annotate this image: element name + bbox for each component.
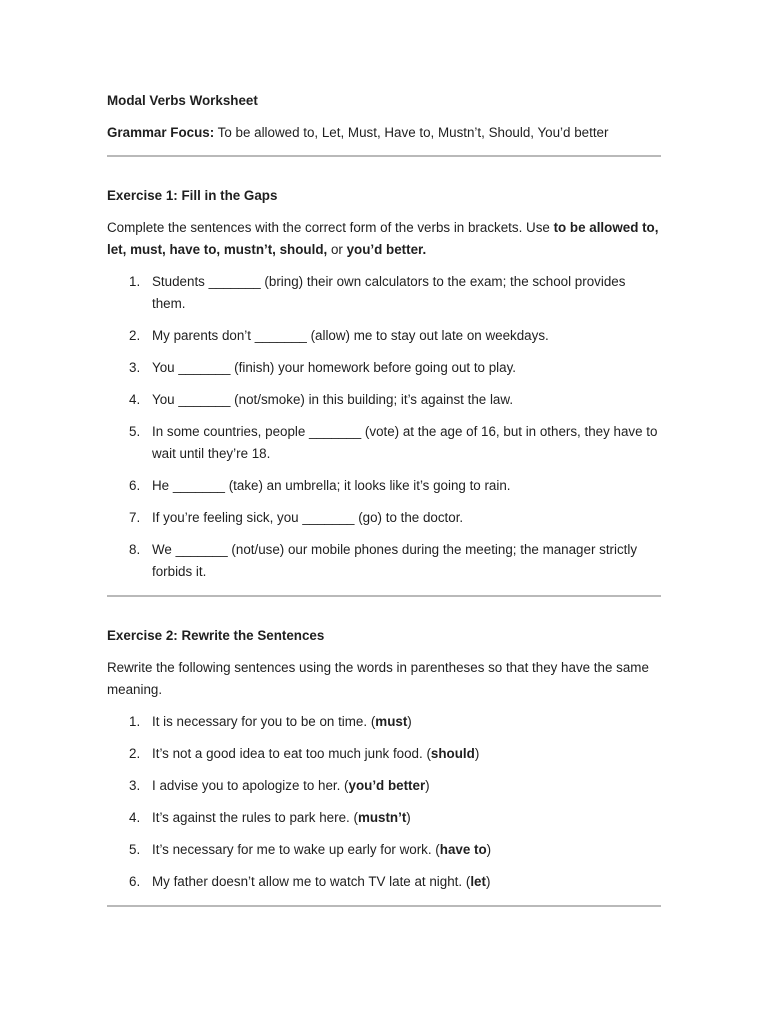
item-number: 7. — [129, 510, 141, 525]
item-text: In some countries, people _______ (vote) at the age of 16, but in others, they have to wait until they’re 18. — [152, 424, 658, 461]
item-text: It’s not a good idea to eat too much junk food. ( — [152, 746, 431, 761]
exercise2-item — [107, 743, 661, 765]
item-number: 5. — [129, 424, 141, 439]
item-close: ) — [407, 714, 412, 729]
exercise1-item — [107, 357, 661, 379]
item-close: ) — [486, 842, 492, 857]
exercise1-item — [107, 325, 661, 347]
item-text: It’s necessary for me to wake up early for work. ( — [152, 842, 440, 857]
exercise1-title: Exercise 1: Fill in the Gaps — [107, 188, 278, 203]
grammar-focus-text: To be allowed to, Let, Must, Have to, Mustn’t, Should, You’d better — [214, 125, 609, 140]
item-number: 3. — [129, 360, 141, 375]
item-number: 6. — [129, 478, 141, 493]
grammar-focus — [107, 124, 661, 142]
item-text: He _______ (take) an umbrella; it looks like it’s going to rain. — [152, 478, 511, 493]
worksheet-content — [107, 92, 661, 907]
item-keyword: mustn’t — [357, 810, 407, 825]
item-close: ) — [474, 746, 480, 761]
exercise1-item — [107, 271, 661, 315]
exercise1-instruction — [107, 217, 661, 261]
item-text: You _______ (finish) your homework before going out to play. — [152, 360, 517, 375]
exercise2-title: Exercise 2: Rewrite the Sentences — [107, 628, 325, 643]
section-divider — [107, 595, 661, 597]
exercise2-item — [107, 807, 661, 829]
exercise1-item — [107, 475, 661, 497]
item-text: We _______ (not/use) our mobile phones during the meeting; the manager strictly forbids it. — [152, 542, 638, 579]
worksheet-title: Modal Verbs Worksheet — [107, 93, 258, 108]
item-keyword: you’d better — [348, 778, 426, 793]
item-text: It is necessary for you to be on time. ( — [152, 714, 376, 729]
section-divider — [107, 905, 661, 907]
item-close: ) — [485, 874, 491, 889]
item-number: 8. — [129, 542, 141, 557]
item-number: 4. — [129, 810, 141, 825]
item-keyword: should — [430, 746, 475, 761]
exercise1-item — [107, 421, 661, 465]
exercise1-instruction-last: you’d better. — [346, 242, 427, 257]
item-number: 1. — [129, 714, 141, 729]
exercise2-item — [107, 775, 661, 797]
exercise2-item — [107, 839, 661, 861]
item-number: 2. — [129, 328, 141, 343]
item-number: 4. — [129, 392, 141, 407]
item-number: 2. — [129, 746, 141, 761]
item-number: 6. — [129, 874, 141, 889]
exercise1-list — [107, 271, 661, 583]
item-text: My parents don’t _______ (allow) me to stay out late on weekdays. — [152, 328, 549, 343]
exercise2-list — [107, 711, 661, 893]
item-text: My father doesn’t allow me to watch TV late at night. ( — [152, 874, 471, 889]
item-number: 1. — [129, 274, 141, 289]
exercise1-instruction-lead: Complete the sentences with the correct form of the verbs in brackets. Use — [107, 220, 554, 235]
item-text: You _______ (not/smoke) in this building; it’s against the law. — [152, 392, 514, 407]
exercise1-item — [107, 507, 661, 529]
item-number: 5. — [129, 842, 141, 857]
item-text: If you’re feeling sick, you _______ (go) to the doctor. — [152, 510, 464, 525]
item-text: It’s against the rules to park here. ( — [152, 810, 358, 825]
item-keyword: have to — [439, 842, 487, 857]
exercise2-instruction: Rewrite the following sentences using the words in parentheses so that they have the same meaning. — [107, 660, 649, 697]
grammar-focus-label: Grammar Focus: — [107, 125, 215, 140]
item-keyword: must — [375, 714, 408, 729]
exercise2-item — [107, 711, 661, 733]
item-number: 3. — [129, 778, 141, 793]
item-close: ) — [406, 810, 411, 825]
exercise1-instruction-or: or — [327, 242, 347, 257]
exercise2-item — [107, 871, 661, 893]
item-text: I advise you to apologize to her. ( — [152, 778, 349, 793]
exercise1-item — [107, 389, 661, 411]
item-keyword: let — [470, 874, 486, 889]
exercise1-instruction-verbs: to be allowed to, let, must, have to, mustn’t, should, — [107, 220, 659, 257]
item-close: ) — [425, 778, 430, 793]
section-divider — [107, 155, 661, 157]
exercise1-item — [107, 539, 661, 583]
item-text: Students _______ (bring) their own calculators to the exam; the school provides them. — [152, 274, 626, 311]
